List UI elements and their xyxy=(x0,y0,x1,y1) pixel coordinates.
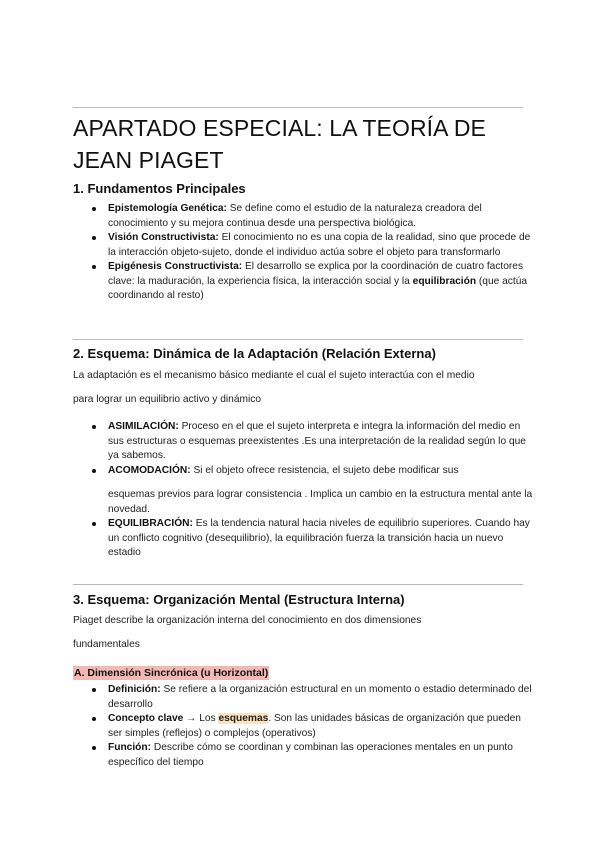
item-text: Si el objeto ofrece resistencia, el sujeto debe modificar sus xyxy=(193,464,459,476)
bullet-icon xyxy=(92,717,96,721)
bullet-icon xyxy=(92,746,96,750)
item-term: ACOMODACIÓN: xyxy=(108,464,191,476)
list-item xyxy=(73,741,533,770)
item-text-cont: esquemas previos para lograr consistencia . Implica un cambio en la estructura mental ante la novedad. xyxy=(108,489,533,515)
item-term-2: equilibración xyxy=(412,275,477,287)
bullet-icon xyxy=(92,469,96,473)
list-item xyxy=(73,231,533,260)
list-item xyxy=(73,260,533,304)
section-3-intro-line-2: fundamentales xyxy=(73,639,140,650)
divider-1 xyxy=(73,339,523,340)
list-item xyxy=(73,683,533,712)
section-2-list xyxy=(73,420,533,561)
section-3-intro-line-1: Piaget describe la organización interna del conocimiento en dos dimensiones xyxy=(73,615,422,626)
bullet-icon xyxy=(92,522,96,526)
section-3-list xyxy=(73,683,533,770)
section-2-intro-line-2: para lograr un equilibrio activo y dinámico xyxy=(73,394,262,405)
bullet-icon xyxy=(92,425,96,429)
list-item xyxy=(73,202,533,231)
section-3-heading: 3. Esquema: Organización Mental (Estructura Interna) xyxy=(73,592,405,607)
item-term: Visión Constructivista: xyxy=(108,232,219,243)
bullet-icon xyxy=(92,236,96,240)
item-text: Describe cómo se coordinan y combinan las operaciones mentales en un punto específico del tiempo xyxy=(108,742,513,768)
divider-2 xyxy=(73,584,523,585)
item-term: Epigénesis Constructivista: xyxy=(108,261,243,272)
item-term: Función: xyxy=(108,742,152,753)
item-term: ASIMILACIÓN: xyxy=(108,421,179,432)
item-text: El conocimiento no es una copia de la realidad, sino que procede de la interacción objeto-sujeto, donde el individuo actúa sobre el objeto para transformarlo xyxy=(108,232,531,258)
section-2-heading: 2. Esquema: Dinámica de la Adaptación (Relación Externa) xyxy=(73,346,436,361)
item-text: Es la tendencia natural hacia niveles de equilibrio superiores. Cuando hay un conflicto cognitivo (desequilibrio), la equilibración fuerza la transición hacia un nuevo estadio xyxy=(108,518,530,558)
divider-top xyxy=(73,107,523,108)
item-text: Se define como el estudio de la naturaleza creadora del conocimiento y su mejora continua desde una perspectiva biológica. xyxy=(108,203,482,229)
section-1-list xyxy=(73,202,533,304)
item-text-2: (que actúa coordinando al resto) xyxy=(108,275,528,301)
section-1-heading: 1. Fundamentos Principales xyxy=(73,181,246,196)
highlighted-term: esquemas xyxy=(218,713,269,724)
item-text: El desarrollo se explica por la coordinación de cuatro factores clave: la maduración, la experiencia física, la interacción social y la xyxy=(108,261,524,287)
list-item xyxy=(73,464,533,518)
item-term: EQUILIBRACIÓN: xyxy=(108,518,193,529)
bullet-icon xyxy=(92,207,96,211)
bullet-icon xyxy=(92,688,96,692)
item-term: Concepto clave xyxy=(108,713,184,724)
item-term: Definición: xyxy=(108,684,161,695)
section-2-intro-line-1: La adaptación es el mecanismo básico mediante el cual el sujeto interactúa con el medio xyxy=(73,370,475,381)
item-text: Se refiere a la organización estructural en un momento o estadio determinado del desarrollo xyxy=(108,684,532,710)
bullet-icon xyxy=(92,265,96,269)
list-item xyxy=(73,420,533,464)
item-pre: Los xyxy=(199,713,216,724)
subsection-a-heading: A. Dimensión Sincrónica (u Horizontal) xyxy=(74,667,269,679)
list-item xyxy=(73,517,533,561)
arrow-icon: → xyxy=(186,713,197,724)
item-term: Epistemología Genética: xyxy=(108,203,227,214)
page-title: APARTADO ESPECIAL: LA TEORÍA DE JEAN PIAGET xyxy=(73,115,486,173)
item-text: . Son las unidades básicas de organización que pueden ser simples (reflejos) o complejos (operativos) xyxy=(108,713,521,739)
list-item xyxy=(73,712,533,741)
item-text: Proceso en el que el sujeto interpreta e integra la información del medio en sus estructuras o esquemas preexistentes .Es una interpretación de la realidad según lo que ya sabemos. xyxy=(108,421,526,461)
